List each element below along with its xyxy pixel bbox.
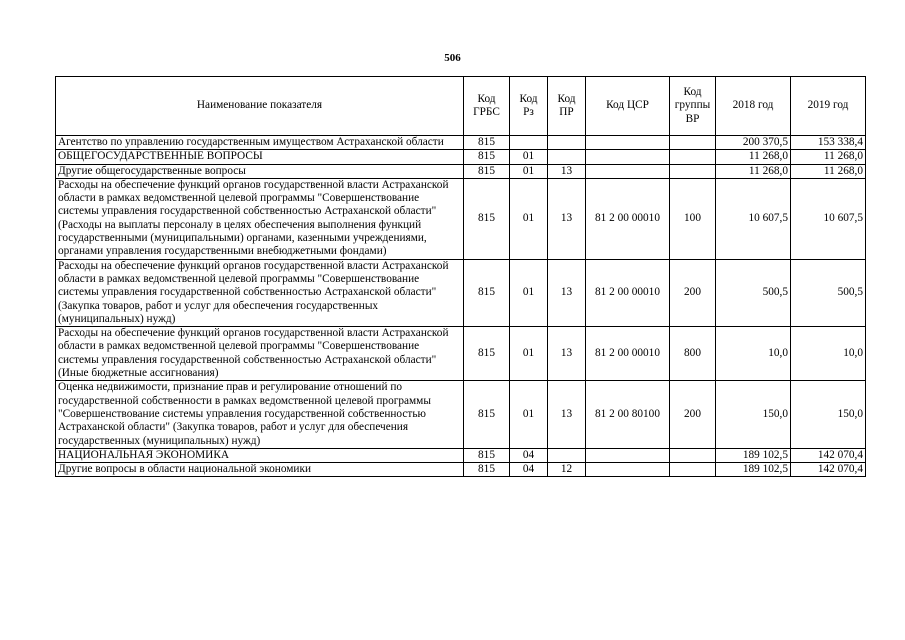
row-name: Другие общегосударственные вопросы xyxy=(56,164,464,178)
row-csr xyxy=(586,136,670,150)
row-2018: 500,5 xyxy=(716,259,791,326)
row-2018: 10,0 xyxy=(716,327,791,381)
row-pr: 13 xyxy=(548,164,586,178)
row-name: ОБЩЕГОСУДАРСТВЕННЫЕ ВОПРОСЫ xyxy=(56,150,464,164)
row-2018: 11 268,0 xyxy=(716,150,791,164)
row-name: НАЦИОНАЛЬНАЯ ЭКОНОМИКА xyxy=(56,448,464,462)
row-grbs: 815 xyxy=(464,178,510,259)
budget-table xyxy=(55,76,866,477)
row-rz xyxy=(510,136,548,150)
header-2018: 2018 год xyxy=(716,77,791,136)
row-csr: 81 2 00 00010 xyxy=(586,259,670,326)
row-name: Агентство по управлению государственным имуществом Астраханской области xyxy=(56,136,464,150)
row-pr xyxy=(548,448,586,462)
row-csr: 81 2 00 80100 xyxy=(586,381,670,448)
row-csr: 81 2 00 00010 xyxy=(586,178,670,259)
row-2018: 150,0 xyxy=(716,381,791,448)
header-csr: Код ЦСР xyxy=(586,77,670,136)
row-grbs: 815 xyxy=(464,381,510,448)
row-2019: 10,0 xyxy=(791,327,866,381)
row-2018: 189 102,5 xyxy=(716,448,791,462)
row-2019: 150,0 xyxy=(791,381,866,448)
row-rz: 04 xyxy=(510,448,548,462)
row-rz: 01 xyxy=(510,178,548,259)
row-grbs: 815 xyxy=(464,259,510,326)
row-vr xyxy=(670,164,716,178)
row-name: Расходы на обеспечение функций органов государственной власти Астраханской области в рамках ведомственной целевой программы "Совершенствование системы управления государственной собственностью Астраханской области" (Иные бюджетные ассигнования) xyxy=(56,327,464,381)
row-pr xyxy=(548,150,586,164)
row-grbs: 815 xyxy=(464,164,510,178)
table-header-row xyxy=(56,77,866,136)
row-vr xyxy=(670,136,716,150)
row-vr: 200 xyxy=(670,259,716,326)
row-vr: 200 xyxy=(670,381,716,448)
row-pr xyxy=(548,136,586,150)
row-vr: 800 xyxy=(670,327,716,381)
row-2019: 142 070,4 xyxy=(791,463,866,477)
row-name: Другие вопросы в области национальной экономики xyxy=(56,463,464,477)
row-csr xyxy=(586,463,670,477)
row-name: Расходы на обеспечение функций органов государственной власти Астраханской области в рамках ведомственной целевой программы "Совершенствование системы управления государственной собственностью Астраханской области" (Закупка товаров, работ и услуг для обеспечения государственных (муниципальных) нужд) xyxy=(56,259,464,326)
row-pr: 13 xyxy=(548,381,586,448)
row-2019: 153 338,4 xyxy=(791,136,866,150)
header-grbs: Код ГРБС xyxy=(464,77,510,136)
row-grbs: 815 xyxy=(464,150,510,164)
row-grbs: 815 xyxy=(464,448,510,462)
row-pr: 12 xyxy=(548,463,586,477)
row-2018: 11 268,0 xyxy=(716,164,791,178)
table-row xyxy=(56,259,866,326)
row-name: Расходы на обеспечение функций органов государственной власти Астраханской области в рамках ведомственной целевой программы "Совершенствование системы управления государственной собственностью Астраханской области" (Расходы на выплаты персоналу в целях обеспечения выполнения функций государственными (муниципальными) органами, казенными учреждениями, органами управления государственными внебюджетными фондами) xyxy=(56,178,464,259)
row-csr xyxy=(586,448,670,462)
table-row xyxy=(56,381,866,448)
row-2019: 11 268,0 xyxy=(791,150,866,164)
row-csr xyxy=(586,164,670,178)
row-grbs: 815 xyxy=(464,136,510,150)
row-pr: 13 xyxy=(548,327,586,381)
row-pr: 13 xyxy=(548,178,586,259)
row-grbs: 815 xyxy=(464,463,510,477)
header-vr: Код группы ВР xyxy=(670,77,716,136)
row-2019: 142 070,4 xyxy=(791,448,866,462)
row-rz: 01 xyxy=(510,327,548,381)
table-row xyxy=(56,136,866,150)
header-pr: Код ПР xyxy=(548,77,586,136)
row-pr: 13 xyxy=(548,259,586,326)
page-number: 506 xyxy=(444,52,461,64)
table-row xyxy=(56,448,866,462)
row-rz: 01 xyxy=(510,381,548,448)
row-2019: 500,5 xyxy=(791,259,866,326)
row-2018: 200 370,5 xyxy=(716,136,791,150)
row-name: Оценка недвижимости, признание прав и регулирование отношений по государственной собственности в рамках ведомственной целевой программы "Совершенствование системы управления государственной собственностью Астраханской области" (Закупка товаров, работ и услуг для обеспечения государственных (муниципальных) нужд) xyxy=(56,381,464,448)
row-rz: 01 xyxy=(510,164,548,178)
row-2019: 11 268,0 xyxy=(791,164,866,178)
row-rz: 01 xyxy=(510,259,548,326)
row-2018: 10 607,5 xyxy=(716,178,791,259)
row-vr xyxy=(670,150,716,164)
table-row xyxy=(56,327,866,381)
table-row xyxy=(56,150,866,164)
row-csr xyxy=(586,150,670,164)
row-vr: 100 xyxy=(670,178,716,259)
row-vr xyxy=(670,448,716,462)
table-row xyxy=(56,164,866,178)
row-2019: 10 607,5 xyxy=(791,178,866,259)
header-name: Наименование показателя xyxy=(56,77,464,136)
row-rz: 04 xyxy=(510,463,548,477)
row-2018: 189 102,5 xyxy=(716,463,791,477)
table-row xyxy=(56,178,866,259)
header-rz: Код Рз xyxy=(510,77,548,136)
header-2019: 2019 год xyxy=(791,77,866,136)
row-csr: 81 2 00 00010 xyxy=(586,327,670,381)
row-grbs: 815 xyxy=(464,327,510,381)
table-row xyxy=(56,463,866,477)
row-vr xyxy=(670,463,716,477)
row-rz: 01 xyxy=(510,150,548,164)
